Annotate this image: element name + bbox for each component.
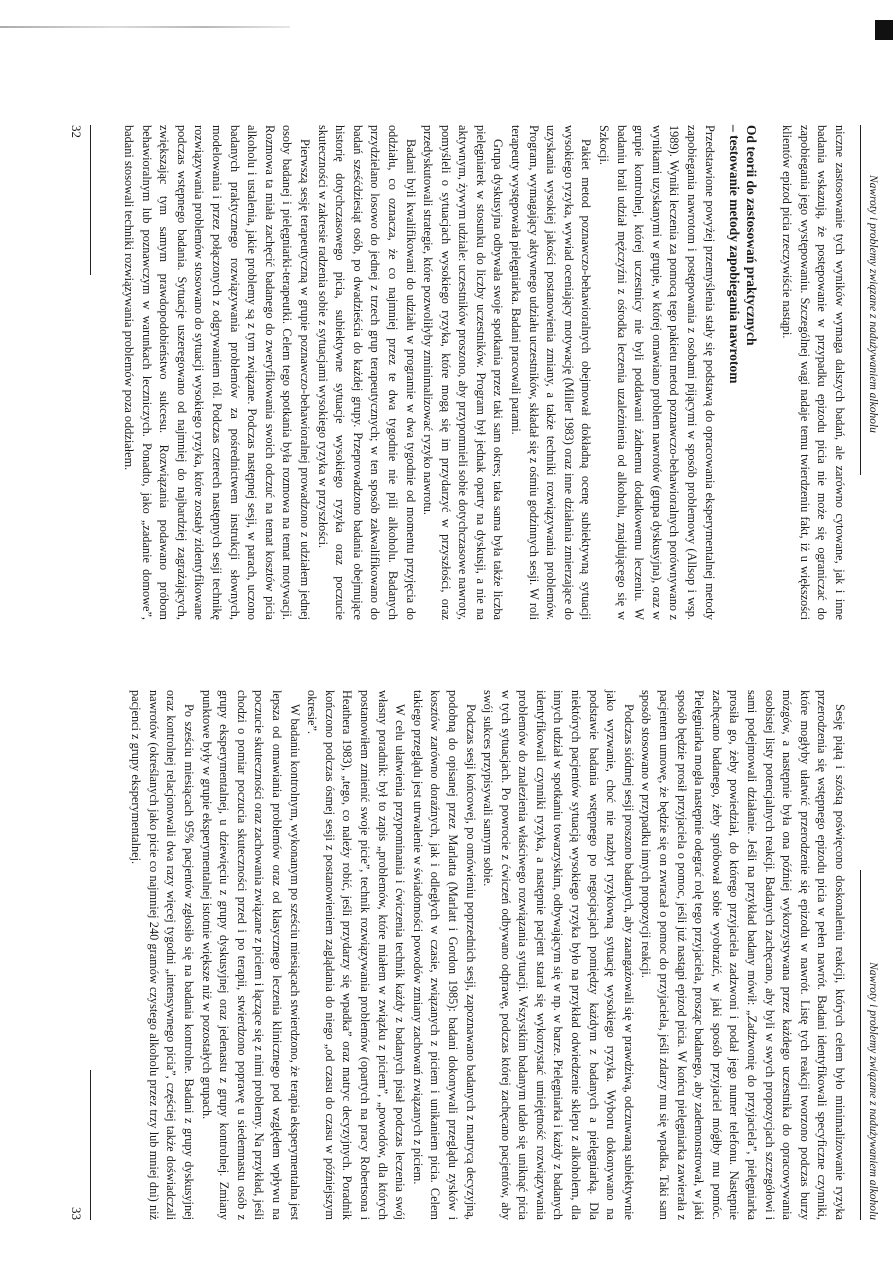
paragraph: W badaniu kontrolnym, wykonanym po sześciu miesiącach stwierdzono, że terapia eksperymentalna jest lepsza od omawiania problemów oraz od klasycznego leczenia klinicznego pod względem wpływu na poczucie skuteczności oraz zachowania związane z piciem i łączące się z nimi problemy. Na przykład, jeśli chodzi o pomiar poczucia skuteczności przed i po terapii, stwierdzono poprawę u siedemnastu osób z grupy eksperymentalnej, u dziewięciu z grupy dyskusyjnej oraz jedenastu z grupy kontrolnej. Zmiany punktowe były w grupie eksperymentalnej istotnie większe niż w pozostałych grupach. [199,690,302,1220]
running-head: Nawroty i problemy związane z nadużywaniem alkoholu [860,870,885,1220]
page-number: 33 [69,1207,84,1220]
paragraph: Przedstawione powyżej przemyślenia stały się podstawą do opracowania eksperymentalnej metody zapobiegania nawrotom i postępowania z osobami pijącymi w sposób problemowy (Allsop i wsp. 1989). Wyniki leczenia za pomocą tego pakietu metod poznawczo-behawioralnych porównywano z wynikami uzyskanymi w grupie, w której omawiano problem nawrotów (grupa dyskusyjna), oraz w grupie kontrolnej, której uczestnicy nie byli poddawani żadnemu dodatkowemu leczeniu. W badaniu brali udział mężczyźni z ośrodka leczenia uzależnienia od alkoholu, znajdującego się w Szkocji. [597,125,717,620]
paragraph: Pakiet metod poznawczo-behawioralnych obejmował dokładną ocenę subiektywną sytuacji wysokiego ryzyka, wywiad oceniający motywację (Miller 1983) oraz inne działania zmierzające do uzyskania wysokiej jakości postanowienia zmiany, a także techniki rozwiązywania problemów. Program, wymagający aktywnego udziału uczestników, składał się z ośmiu godzinnych sesji. W roli terapeuty występowała pielęgniarka. Badani pracowali parami. [509,125,594,620]
paragraph: Po sześciu miesiącach 95% pacjentów zgłosiło się na badania kontrolne. Badani z grupy dyskusyjnej oraz kontrolnej relacjonowali dwa razy więcej tygodni „intensywnego picia”, częściej także doświadczali nawrotów (określanych jako picie co najmniej 240 gramów czystego alkoholu przez trzy lub mniej dni) niż pacjenci z grupy eksperymentalnej. [129,690,197,1220]
page-number: 32 [69,125,84,138]
section-heading [726,125,760,620]
footer-rule [90,125,92,275]
paragraph: Sesję piątą i szóstą poświęcono doskonaleniu reakcji, których celem było minimalizowanie ryzyka przerodzenia się wstępnego epizodu picia w pełen nawrót. Badani identyfikowali specyficzne czynniki, które mogłyby ułatwić przerodzenie się epizodu w nawrót. Listę tych reakcji tworzono podczas burzy mózgów, a następnie była ona później wykorzystywana przez każdego uczestnika do opracowywania osobistej listy potencjalnych reakcji. Badanych zachęcano, aby byli w swych propozycjach szczegółowi i sami podejmowali działanie. Jeśli na przykład badany mówił: „Zadzwonię do przyjaciela”, pielęgniarka prosiła go, żeby powiedział, do którego przyjaciela zadzwoni i podał jego numer telefonu. Następnie zachęcano badanego, żeby spróbował sobie wyobrazić, w jaki sposób przyjaciel mógłby mu pomóc. Pielęgniarka mogła następnie odegrać rolę tego przyjaciela, prosząc badanego, aby zademonstrował, w jaki sposób będzie prosił przyjaciela o pomoc, jeśli już nastąpi epizod picia. W końcu pielęgniarka zawierała z pacjentem umowę, że będzie się on zwracał o pomoc do przyjaciela, jeśli zdarzy mu się wpadka. Taki sam sposób stosowano w przypadku innych propozycji reakcji. [639,690,847,1220]
paragraph: Podczas siódmej sesji proszono badanych, aby zaangażowali się w prawdziwą, odczuwaną subiektywnie jako wyzwanie, choć nie nazbyt ryzykowną sytuację wysokiego ryzyka. Wyboru dokonywano na podstawie badania wstępnego po negocjacjach pomiędzy każdym z badanych a pielęgniarką. Dla niektórych pacjentów sytuacją wysokiego ryzyka było na przykład odwiedzenie sklepu z alkoholem, dla innych udział w spotkaniu towarzyskim, odbywającym się w np. w barze. Pielęgniarka i każdy z badanych identyfikowali czynniki ryzyka, a następnie pacjent starał się wykorzystać umiejętność rozwiązywania problemów do znalezienia właściwego rozwiązania sytuacji. Wszystkim badanym udało się uniknąć picia w tych sytuacjach. Po powrocie z ćwiczeń odbywano odprawę, podczas której zachęcano pacjentów, aby swój sukces przypisywali samym sobie. [481,690,636,1220]
paragraph: Grupa dyskusyjna odbywała swoje spotkania przez taki sam okres; taka sama była także liczba pielęgniarek w stosunku do liczby uczestników. Program był jednak oparty na dyskusji, a nie na aktywnym, żywym udziale: uczestników proszono, aby przypomnieli sobie dotychczasowe nawroty, pomyśleli o sytuacjach wysokiego ryzyka, które mogą się im przydarzyć w przyszłości, oraz przedyskutowali strategie, które pozwoliłyby zminimalizować ryzyko nawrotu. [421,125,506,620]
heading-line: – testowanie metody zapobiegania nawrotom [726,125,742,384]
page-text [127,690,848,1220]
page-33 [60,660,893,1250]
paragraph: Badani byli kwalifikowani do udziału w programie w dwa tygodnie od momentu przyjęcia do oddziału, co oznacza, że co najmniej przez te dwa tygodnie nie pili alkoholu. Badanych przydzielano losowo do jednej z trzech grup terapeutycznych; w ten sposób zakwalifikowano do badań sześćdziesiąt osób, po dwadzieścia do każdej grupy. Przeprowadzono badania obejmujące historię dotychczasowego picia, subiektywne sytuacje wysokiego ryzyka oraz poczucie skuteczności w zakresie radzenia sobie z sytuacjami wysokiego ryzyka w przyszłości. [315,125,418,620]
page-32 [60,95,893,650]
paragraph: niczne zastosowanie tych wyników wymaga dalszych badań, ale zarówno cytowane, jak i inne badania wskazują, że postępowanie w przypadku epizodu picia nie może się ograniczać do zapobiegania jego występowaniu. Szczególnej wagi nadaje temu twierdzeniu fakt, iż u większości klientów epizod picia rzeczywiście nastąpi. [780,125,847,620]
heading-line: Od teorii do zastosowań praktycznych [743,125,759,346]
paragraph: W celu ułatwienia przypominania i ćwiczenia technik każdy z badanych pisał podczas leczenia swój własny poradnik: był to zapis „problemów, które miałem w związku z piciem”, „powodów, dla których postanowiłem zmienić swoje picie”, technik rozwiązywania problemów (opartych na pracy Robertsona i Heathera 1983), „tego, co należy robić, jeśli przydarzy się wpadka” oraz matryc decyzyjnych. Poradnik kończono podczas ósmej sesji z postanowieniem zaglądania do niego „od czasu do czasu w późniejszym okresie”. [305,690,408,1220]
scan-corner-mark [875,20,893,40]
paragraph: Pierwszą sesję terapeutyczną w grupie poznawczo-behawioralnej prowadzono z udziałem jednej osoby badanej i pielęgniarki-terapeutki. Celem tego spotkania była rozmowa na temat motywacji. Rozmowa ta miała zachęcić badanego do zweryfikowania swoich odczuć na temat kosztów picia alkoholu i ustalenia, jakie problemy są z tym związane. Podczas następnej sesji, w parach, uczono badanych praktycznego rozwiązywania problemów za pośrednictwem instrukcji słownych, modelowania i przez połączonych z odgrywaniem ról. Podczas czterech następnych sesji technikę rozwiązywania problemów stosowano do sytuacji wysokiego ryzyka, które zostały zidentyfikowane podczas wstępnego badania. Sytuacje uszeregowano od najmniej do najbardziej zagrażających, zwiększając tym samym prawdopodobieństwo sukcesu. Rozwiązania podawano próbom behawioralnym lub poznawczym w warunkach leczniczych. Ponadto, jako „zadanie domowe”, badani stosowali techniki rozwiązywania problemów poza oddziałem. [122,125,312,620]
footer-rule [90,1070,92,1220]
scan-artifact-line [0,26,290,28]
page-text [119,125,848,620]
paragraph: Podczas sesji końcowej, po omówieniu poprzednich sesji, zapoznawano badanych z matrycą decyzyjną, podobną do opisanej przez Marlatta (Marlatt i Gordon 1985): badani dokonywali przeglądu zysków i kosztów zarówno doraźnych, jak i odległych w czasie, związanych z piciem i unikaniem picia. Celem takiego przeglądu jest utrwalenie w świadomości powodów zmiany zachowań związanych z piciem. [410,690,478,1220]
running-head: Nawroty i problemy związane z nadużywaniem alkoholu [860,125,885,475]
